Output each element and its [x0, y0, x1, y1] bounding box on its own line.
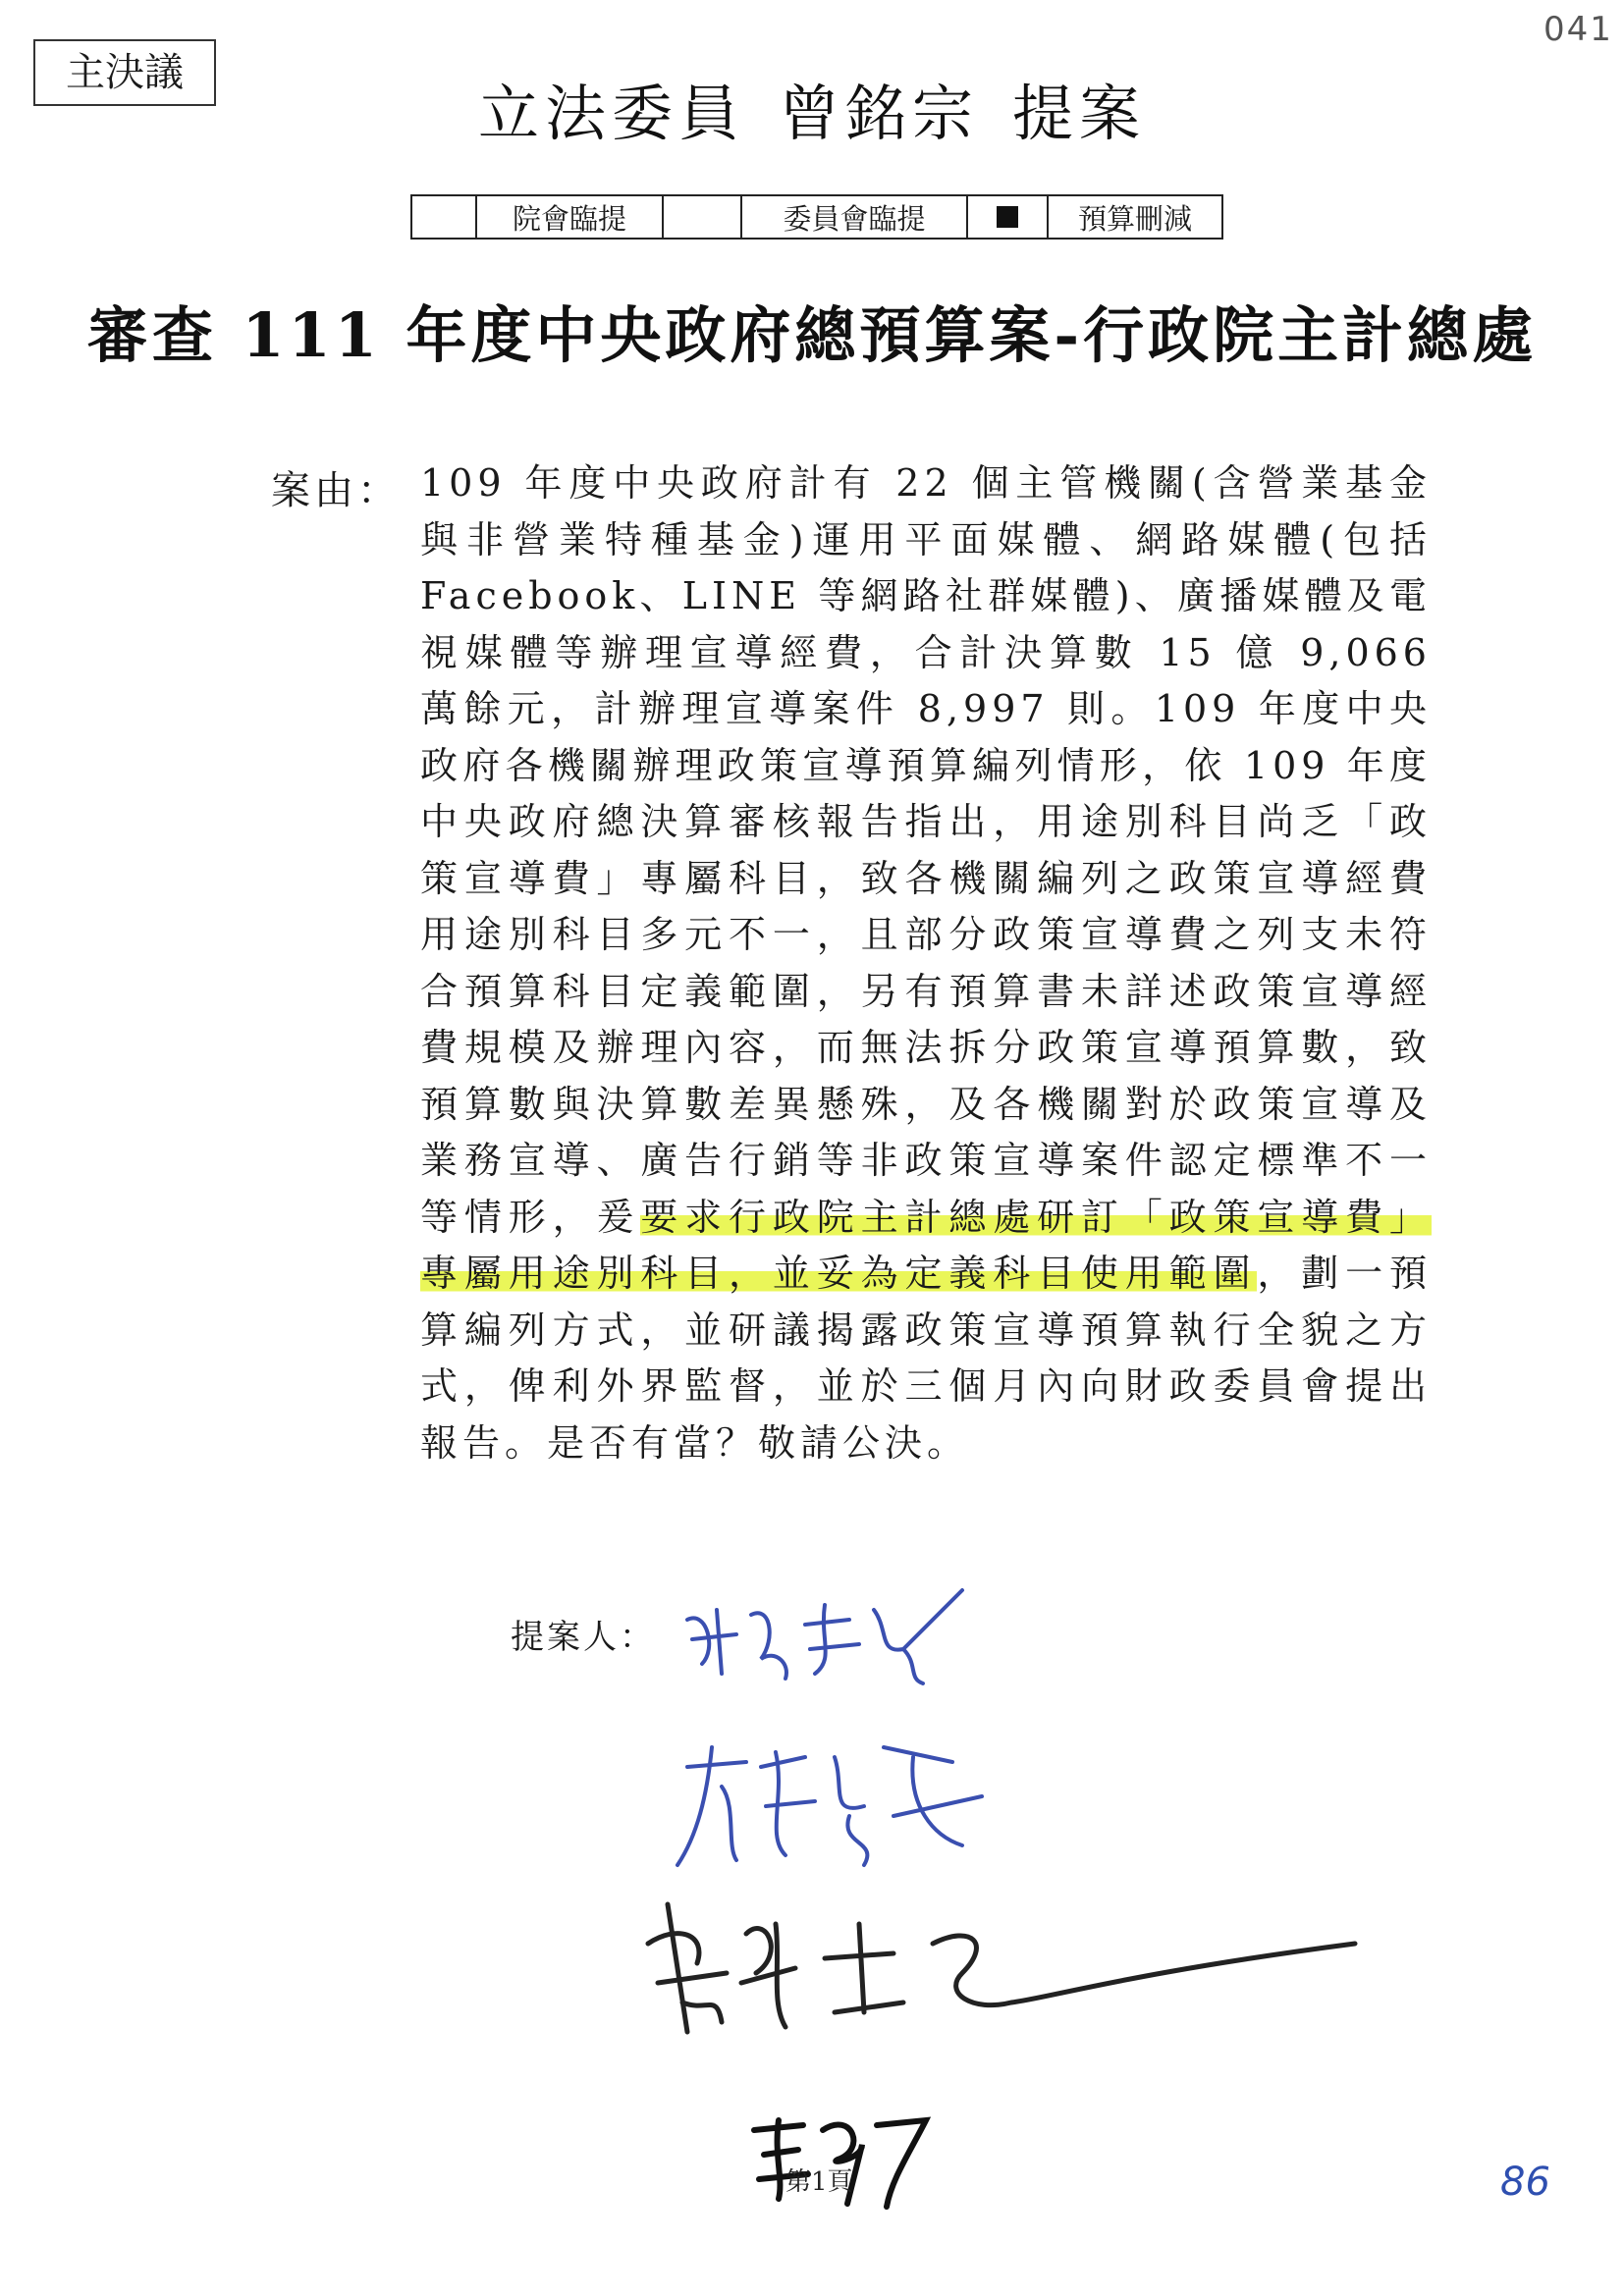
signature-3 [638, 1865, 1365, 2042]
proposal-action: 提案 [1012, 78, 1147, 149]
reason-text: 109 年度中央政府計有 22 個主管機關(含營業基金與非營業特種基金)運用平面媒體、網路媒體(包括 Facebook、LINE 等網路社群媒體)、廣播媒體及電視媒體等辦理宣導經費，合計決算數 15 億 9,066 萬餘元，計辦理宣導案件 8,997 則。109 年度中央政府各機關辦理政策宣導預算編列情形，依 109 年度中央政府總決算審核報告指出，用途別科目尚乏「政策宣導費」專屬科目，致各機關編列之政策宣導經費用途別科目多元不一，且部分政策宣導費之列支未符合預算科目定義範圍，另有預算書未詳述政策宣導經費規模及辦理內容，而無法拆分政策宣導預算數，致預算數與決算數差異懸殊，及各機關對於政策宣導及業務宣導、廣告行銷等非政策宣導案件認定標準不一等情形，爰 [420, 461, 1432, 1239]
checkbox-cell-3 [968, 196, 1049, 238]
checkbox-cell-2 [664, 196, 742, 238]
reason-body [420, 455, 1432, 1471]
proposal-type-table [410, 194, 1223, 240]
proposer-heading [0, 65, 1624, 152]
proposer-role: 立法委員 [477, 78, 745, 149]
reason-label: 案由： [271, 468, 401, 513]
filled-square-icon [997, 206, 1018, 228]
signature-2 [668, 1728, 992, 1875]
proposer-name: 曾銘宗 [778, 78, 979, 149]
proposal-type-label-3: 預算刪減 [1077, 201, 1192, 236]
reason-text-end: ，劃一預算編列方式，並研議揭露政策宣導預算執行全貌之方式，俾利外界監督，並於三個月內向財政委員會提出報告。是否有當？敬請公決。 [420, 1252, 1432, 1465]
signature-1 [677, 1580, 972, 1688]
checkbox-cell-1 [412, 196, 477, 238]
highlighted-text: 要求行政院主計總處研訂「政策宣導費」專屬用途別科目，並妥為定義科目使用範圍 [420, 1195, 1432, 1295]
proposal-type-label-1: 院會臨提 [477, 196, 664, 238]
signers-label: 提案人： [511, 1618, 656, 1657]
handwritten-number: 86 [1500, 2160, 1550, 2205]
decision-stamp: 主決議 [33, 39, 216, 106]
page-number-footer: 第1頁 [785, 2167, 853, 2197]
corner-page-mark: 041 [1543, 10, 1613, 49]
document-title: 審查 111 年度中央政府總預算案-行政院主計總處 [86, 299, 1538, 371]
proposal-type-label-2: 委員會臨提 [742, 196, 968, 238]
